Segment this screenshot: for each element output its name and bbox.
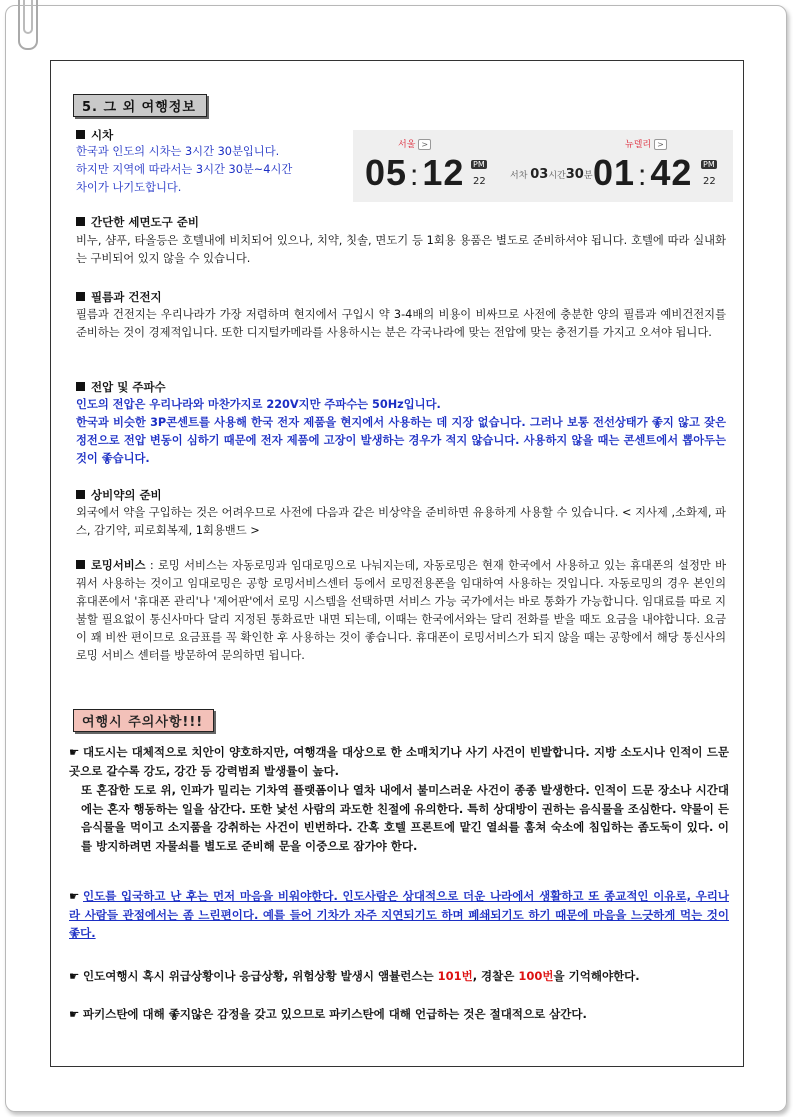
document-content — [50, 60, 744, 1067]
seoul-ampm: PM — [473, 160, 485, 169]
chevron-right-icon: > — [654, 139, 667, 150]
pointing-hand-icon: ☛ — [69, 745, 80, 759]
roaming-text: 로밍서비스 : 로밍 서비스는 자동로밍과 임대로밍으로 나눠지는데, 자동로밍은 현재 한국에서 사용하고 있는 휴대폰의 설정만 바꿔서 사용하는 것이고 임대로밍은 공항 로밍서비스센터 등에서 로밍전용폰을 임대하여 사용하는 것입니다. 자동로밍의 경우 본인의 휴대폰에서 '휴대폰 관리'나 '제어판'에서 로밍 시스템을 선택하면 서비스 가능 국가에서는 바로 통화가 가능합니다. 임대료를 따로 지불할 필요없이 통신사마다 달리 지정된 통화료만 내면 되는데, 이때는 한국에서와는 달리 전화를 받을 때도 요금을 내야합니다. 요금이 꽤 비싼 편이므로 요금표를 꼭 확인한 후 사용하는 것이 좋습니다. 휴대폰이 로밍서비스가 되지 않을 때는 공항에서 해당 통신사의 로밍 서비스 센터를 방문하여 문의하면 됩니다. — [76, 559, 726, 662]
world-clock — [353, 130, 733, 202]
film-heading: 필름과 건전지 — [76, 289, 162, 305]
square-bullet-icon — [76, 382, 85, 391]
section-title: 5. 그 외 여행정보 — [73, 94, 207, 117]
film-text: 필름과 건전지는 우리나라가 가장 저렴하며 현지에서 구입시 약 3-4배의 비용이 비싸므로 사전에 충분한 양의 필름과 예비건전지를 준비하는 것이 경제적입니다. 또한 디지털카메라를 사용하시는 분은 각국나라에 맞는 전압에 맞는 충전기를 가지고 오셔야 됩니다. — [76, 308, 726, 339]
square-bullet-icon — [76, 560, 85, 569]
square-bullet-icon — [76, 292, 85, 301]
caution-item-crime: ☛ 대도시는 대체적으로 치안이 양호하지만, 여행객을 대상으로 한 소매치기나 사기 사건이 빈발합니다. 지방 소도시나 인적이 드문 곳으로 갈수록 강도, 강간 등 강력범죄 발생률이 높다. — [69, 745, 729, 778]
toiletries-text: 비누, 샴푸, 타올등은 호텔내에 비치되어 있으나, 치약, 칫솔, 면도기 등 1회용 용품은 별도로 준비하셔야 됩니다. 호텔에 따라 실내화는 구비되어 있지 않을 수 있습니다. — [76, 234, 726, 265]
square-bullet-icon — [76, 217, 85, 226]
timezone-text: 한국과 인도의 시차는 3시간 30분입니다. 하지만 지역에 따라서는 3시간 30분~4시간 차이가 나기도합니다. — [76, 145, 293, 194]
city-newdelhi[interactable]: 뉴델리 > — [625, 137, 667, 150]
timezone-heading: 시차 — [76, 127, 113, 143]
chevron-right-icon: > — [418, 139, 431, 150]
newdelhi-ampm: PM — [703, 160, 715, 169]
newdelhi-seconds: 22 — [703, 176, 716, 187]
paper-clip-icon — [18, 0, 38, 50]
pointing-hand-icon: ☛ — [69, 1007, 80, 1021]
medicine-text: 외국에서 약을 구입하는 것은 어려우므로 사전에 다음과 같은 비상약을 준비하면 유용하게 사용할 수 있습니다. < 지사제 ,소화제, 파스, 감기약, 피로회복제, 1회용밴드 > — [76, 506, 726, 537]
voltage-heading: 전압 및 주파수 — [76, 379, 166, 395]
medicine-heading: 상비약의 준비 — [76, 487, 162, 503]
seoul-seconds: 22 — [473, 176, 486, 187]
caution-item-emergency: ☛ 인도여행시 혹시 위급상황이나 응급상황, 위험상황 발생시 앰뷸런스는 101번, 경찰은 100번을 기억해야한다. — [69, 967, 729, 986]
pointing-hand-icon: ☛ — [69, 969, 80, 983]
caution-item-mindset: ☛ 인도를 입국하고 난 후는 먼저 마음을 비워야한다. 인도사람은 상대적으로 더운 나라에서 생활하고 또 종교적인 이유로, 우리나라 사람들 관점에서는 좀 느린편이다. 예를 들어 기차가 자주 지연되기도 하며 폐쇄되기도 하기 때문에 마음을 느긋하게 먹는 것이 좋다. — [69, 889, 729, 940]
caution-item-crime-detail: 또 혼잡한 도로 위, 인파가 밀리는 기차역 플랫폼이나 열차 내에서 불미스러운 사건이 종종 발생한다. 인적이 드문 장소나 시간대에는 혼자 행동하는 일을 삼간다. 또한 낯선 사람의 과도한 친절에 유의한다. 특히 상대방이 권하는 음식물을 조심한다. 약물이 든 음식물을 먹이고 소지품을 강취하는 사건이 빈번하다. 간혹 호텔 프론트에 맡긴 열쇠를 훔쳐 숙소에 침입하는 좀도둑이 있다. 이를 방지하려면 자물쇠를 별도로 준비해 문을 이중으로 잠가야 한다. — [81, 783, 729, 853]
caution-item-pakistan: ☛ 파키스탄에 대해 좋지않은 감정을 갖고 있으므로 파키스탄에 대해 언급하는 것은 절대적으로 삼간다. — [69, 1005, 729, 1024]
voltage-line1: 인도의 전압은 우리나라와 마찬가지로 220V지만 주파수는 50Hz입니다. — [76, 398, 441, 411]
cautions-title: 여행시 주의사항!!! — [73, 709, 214, 732]
city-seoul[interactable]: 서울 > — [398, 137, 431, 150]
square-bullet-icon — [76, 130, 85, 139]
voltage-text: 한국과 비슷한 3P콘센트를 사용해 한국 전자 제품을 현지에서 사용하는 데 지장 없습니다. 그러나 보통 전선상태가 좋지 않고 잦은 정전으로 전압 변동이 심하기 때문에 전자 제품에 고장이 발생하는 경우가 적지 않습니다. 사용하지 않을 때는 콘센트에서 뽑아두는 것이 좋습니다. — [76, 416, 726, 465]
toiletries-heading: 간단한 세면도구 준비 — [76, 214, 199, 230]
square-bullet-icon — [76, 490, 85, 499]
seoul-time: 05 :12 — [365, 152, 465, 193]
time-difference: 서차 03시간30분 — [510, 167, 593, 182]
pointing-hand-icon: ☛ — [69, 889, 80, 903]
newdelhi-time: 01 :42 — [593, 152, 693, 193]
